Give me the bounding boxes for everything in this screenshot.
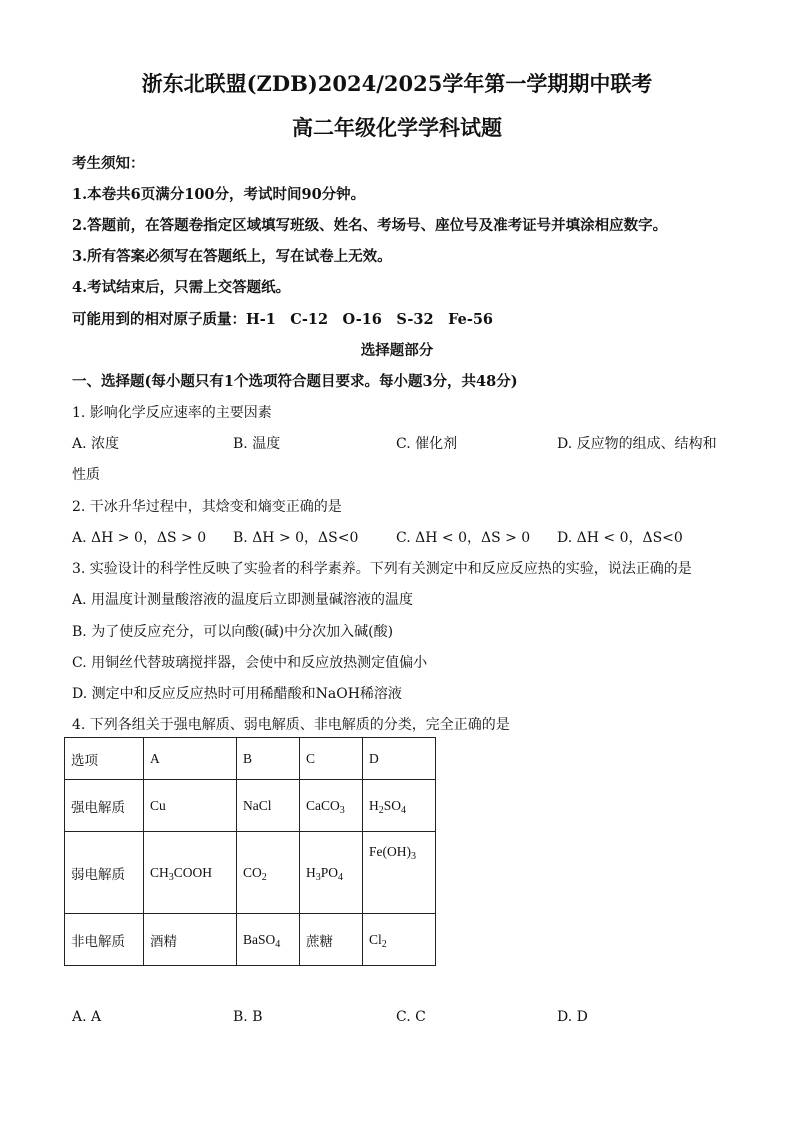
table-cell: BaSO$_4$	[237, 914, 300, 966]
table-cell: $CO_2$	[237, 832, 300, 914]
row-label: 强电解质	[65, 780, 144, 832]
table-cell: CaCO$_3$	[300, 780, 363, 832]
q1-option-b: B. 温度	[233, 436, 281, 452]
table-cell: $CH_3COOH$	[144, 832, 237, 914]
table-cell: Cu	[144, 780, 237, 832]
notice-item-3: 3.所有答案必须写在答题纸上，写在试卷上无效。	[72, 248, 392, 265]
table-header-cell: C	[300, 738, 363, 780]
table-header-cell: 选项	[65, 738, 144, 780]
table-header-cell: D	[363, 738, 436, 780]
q4-option-b: B. B	[233, 1009, 263, 1025]
table-header-cell: A	[144, 738, 237, 780]
question-3-stem: 3. 实验设计的科学性反映了实验者的科学素养。下列有关测定中和反应反应热的实验，说法正确的是	[72, 561, 692, 577]
notice-item-2: 2.答题前，在答题卷指定区域填写班级、姓名、考场号、座位号及准考证号并填涂相应数字。	[72, 217, 668, 234]
table-row	[65, 832, 436, 914]
q2-option-b: B. ΔH > 0，ΔS<0	[233, 530, 359, 546]
q2-option-c: C. ΔH < 0，ΔS > 0	[396, 530, 531, 546]
atomic-mass-line: 可能用到的相对原子质量：H-1 C-12 O-16 S-32 Fe-56	[72, 311, 494, 328]
q3-option-b: B. 为了使反应充分，可以向酸(碱)中分次加入碱(酸)	[72, 624, 394, 640]
q3-option-a: A. 用温度计测量酸溶液的温度后立即测量碱溶液的温度	[72, 592, 414, 608]
exam-title: 浙东北联盟(ZDB)2024/2025学年第一学期期中联考	[141, 71, 653, 96]
q1-option-c: C. 催化剂	[396, 436, 458, 452]
row-label: 非电解质	[65, 914, 144, 966]
table-row	[65, 780, 436, 832]
table-cell: 酒精	[144, 914, 237, 966]
notice-item-4: 4.考试结束后，只需上交答题纸。	[72, 279, 291, 296]
table-row	[65, 914, 436, 966]
question-4-stem: 4. 下列各组关于强电解质、弱电解质、非电解质的分类，完全正确的是	[72, 717, 510, 733]
q2-option-d: D. ΔH < 0，ΔS<0	[557, 530, 683, 546]
exam-subtitle: 高二年级化学学科试题	[292, 115, 502, 140]
question-1-stem: 1. 影响化学反应速率的主要因素	[72, 405, 272, 421]
q1-option-d: D. 反应物的组成、结构和	[557, 436, 717, 452]
section-title: 选择题部分	[360, 342, 434, 359]
section-intro: 一、选择题(每小题只有1个选项符合题目要求。每小题3分，共48分)	[72, 373, 518, 390]
notice-heading: 考生须知：	[72, 155, 145, 172]
q3-option-d: D. 测定中和反应反应热时可用稀醋酸和NaOH稀溶液	[72, 686, 402, 702]
electrolyte-table	[64, 737, 436, 966]
table-cell: $Cl_2$	[363, 914, 436, 966]
q1-option-a: A. 浓度	[72, 436, 120, 452]
q2-option-a: A. ΔH > 0，ΔS > 0	[72, 530, 207, 546]
q3-option-c: C. 用铜丝代替玻璃搅拌器，会使中和反应放热测定值偏小	[72, 655, 428, 671]
table-header-cell: B	[237, 738, 300, 780]
table-cell: $H_3PO_4$	[300, 832, 363, 914]
table-cell: 蔗糖	[300, 914, 363, 966]
table-header-row	[65, 738, 436, 780]
notice-item-1: 1.本卷共6页满分100分，考试时间90分钟。	[72, 186, 366, 203]
q4-option-d: D. D	[557, 1009, 588, 1025]
question-2-stem: 2. 干冰升华过程中，其焓变和熵变正确的是	[72, 499, 342, 515]
q4-option-a: A. A	[72, 1009, 102, 1025]
q1-option-d-continuation: 性质	[72, 467, 100, 483]
row-label: 弱电解质	[65, 832, 144, 914]
table-cell: $Fe(OH)_3$	[363, 832, 436, 914]
table-cell: NaCl	[237, 780, 300, 832]
table-cell: $H_2SO_4$	[363, 780, 436, 832]
q4-option-c: C. C	[396, 1009, 426, 1025]
